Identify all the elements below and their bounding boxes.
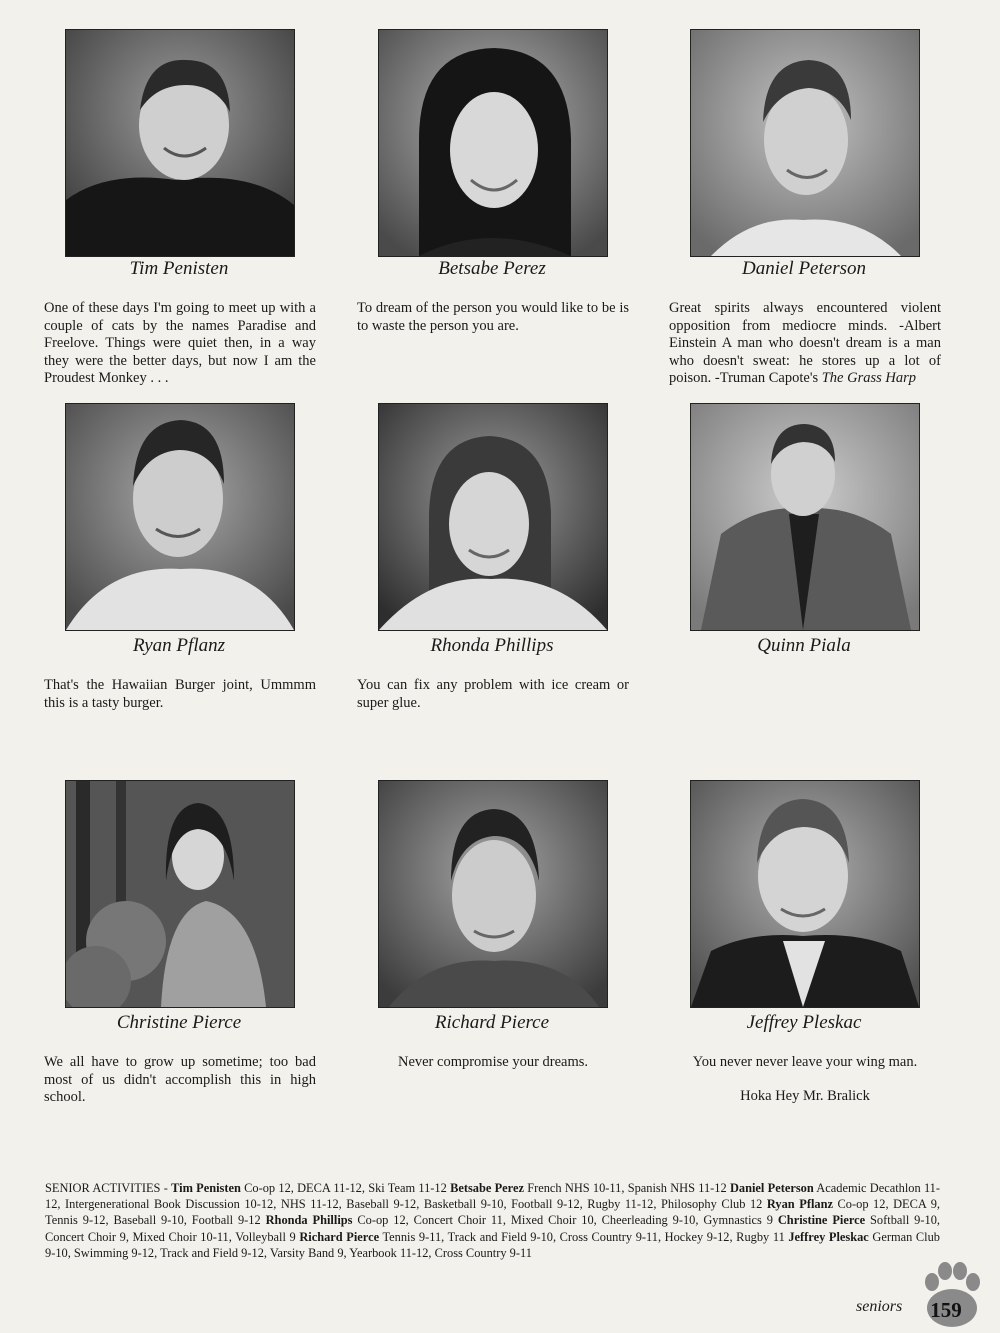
activity-name: Christine Pierce (777, 1213, 866, 1228)
senior-name: Christine Pierce (116, 1012, 242, 1033)
senior-name: Quinn Piala (757, 635, 851, 656)
senior-quote: You can fix any problem with ice cream or super glue. (357, 677, 629, 711)
section-label: seniors (856, 1298, 903, 1315)
senior-quote: Great spirits always encountered violent opposition from mediocre minds. -Albert Einstein A man who doesn't dream is a man who doesn't sweat: he stores up a lot of poison. -Truman Capote's The Grass Harp (669, 300, 941, 387)
quote-line: Hoka Hey Mr. Bralick (740, 1087, 870, 1104)
activity-list: German Club 9-10, Swimming 9-12, Track and Field 9-12, Varsity Band 9, Yearbook 11-12, Cross Country 9-11 (45, 1229, 940, 1260)
senior-name: Daniel Peterson (741, 258, 866, 279)
senior-name: Richard Pierce (434, 1012, 550, 1033)
senior-quote: One of these days I'm going to meet up with a couple of cats by the names Paradise and Freelove. Things were quiet then, in a way they were the better days, but now I am the Proudest Monkey . . . (44, 300, 316, 387)
portrait-photo-quinn-piala (690, 403, 920, 631)
activity-name: Daniel Peterson (729, 1181, 814, 1195)
activity-list: Academic Decathlon 11-12, Intergenerational Book Discussion 10-12, NHS 11-12, Baseball 9-12, Basketball 9-10, Football 9-12, Rugby 11-12, Philosophy Club 12 (45, 1181, 941, 1212)
activity-list: Tennis 9-11, Track and Field 9-10, Cross Country 9-11, Hockey 9-12, Rugby 11 (379, 1229, 789, 1244)
senior-name: Tim Penisten (129, 258, 229, 279)
activity-list: Co-op 12, DECA 11-12, Ski Team 11-12 (240, 1181, 451, 1195)
activity-name: Richard Pierce (299, 1229, 380, 1244)
activity-name: Rhonda Phillips (265, 1213, 353, 1228)
activity-list: Co-op 12, Concert Choir 11, Mixed Choir 10, Cheerleading 9-10, Gymnastics 9 (352, 1213, 778, 1228)
portrait-photo-ryan-pflanz (65, 403, 295, 631)
activity-name: Tim Penisten (171, 1181, 241, 1195)
activity-name: Betsabe Perez (450, 1181, 524, 1195)
senior-activities (45, 1180, 940, 1261)
portrait-photo-rhonda-phillips (378, 403, 608, 631)
portrait-photo-richard-pierce (378, 780, 608, 1008)
senior-quote: We all have to grow up sometime; too bad most of us didn't accomplish this in high school. (44, 1054, 316, 1106)
senior-name: Betsabe Perez (438, 258, 546, 279)
portrait-photo-betsabe-perez (378, 29, 608, 257)
book-title: The Grass Harp (821, 370, 916, 387)
senior-quote: That's the Hawaiian Burger joint, Ummmm this is a tasty burger. (44, 677, 316, 711)
activity-name: Jeffrey Pleskac (788, 1229, 869, 1244)
portrait-photo-jeffrey-pleskac (690, 780, 920, 1008)
page-number: 159 (930, 1298, 962, 1322)
senior-name: Ryan Pflanz (132, 635, 225, 656)
senior-name: Rhonda Phillips (430, 635, 554, 656)
activity-list: French NHS 10-11, Spanish NHS 11-12 (523, 1181, 730, 1195)
quote-line: You never never leave your wing man. (692, 1054, 918, 1070)
senior-quote: To dream of the person you would like to be is to waste the person you are. (357, 300, 629, 334)
activity-list: Softball 9-10, Concert Choir 9, Mixed Choir 10-11, Volleyball 9 (45, 1213, 940, 1244)
portrait-photo-tim-penisten (65, 29, 295, 257)
activity-name: Ryan Pflanz (766, 1197, 833, 1212)
portrait-photo-daniel-peterson (690, 29, 920, 257)
senior-quote (669, 1054, 941, 1105)
portrait-photo-christine-pierce (65, 780, 295, 1008)
senior-quote: Never compromise your dreams. (397, 1054, 589, 1070)
activity-list: Co-op 12, DECA 9, Tennis 9-12, Baseball 9-10, Football 9-12 (45, 1197, 940, 1228)
activities-label: SENIOR ACTIVITIES - (45, 1181, 172, 1195)
senior-name: Jeffrey Pleskac (746, 1012, 862, 1033)
